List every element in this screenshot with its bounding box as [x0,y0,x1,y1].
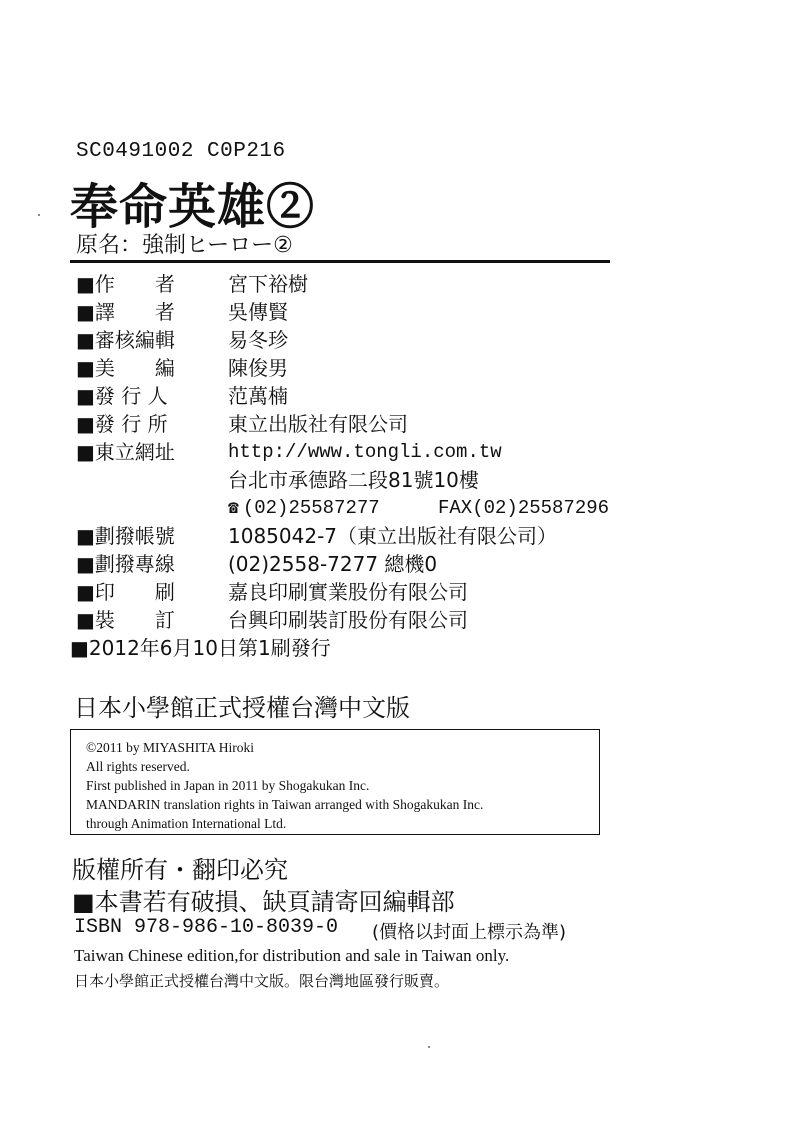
original-title: 原名：強制ヒーロー② [76,233,293,258]
credit-label: ■作 者 [76,272,175,296]
credit-label: ■裝 訂 [76,608,175,632]
credit-value: 吳傳賢 [228,300,288,324]
copyright-line: ©2011 by MIYASHITA Hiroki [86,740,255,755]
copyright-box [70,729,600,835]
copyright-line: MANDARIN translation rights in Taiwan arranged with Shogakukan Inc. [86,797,484,812]
credit-value: 台興印刷裝訂股份有限公司 [228,608,468,632]
phone-icon: ☎ [228,499,239,519]
license-title: 日本小學館正式授權台灣中文版 [74,694,410,722]
credit-label: ■審核編輯 [76,328,175,352]
credit-value: 東立出版社有限公司 [228,412,408,436]
credit-value: 范萬楠 [228,384,288,408]
print-date: ■2012年6月10日第1刷發行 [70,636,331,660]
damaged-copy-notice: ■本書若有破損、缺頁請寄回編輯部 [72,888,455,916]
product-code: SC0491002 C0P216 [76,140,286,163]
title-divider [70,260,610,263]
credit-value: 宮下裕樹 [228,272,308,296]
website-url[interactable]: http://www.tongli.com.tw [228,441,502,463]
price-note: (價格以封面上標示為準) [372,922,567,943]
phone-number-wrap [228,494,380,523]
credit-value: 易冬珍 [228,328,288,352]
address: 台北市承德路二段81號10樓 [228,468,479,492]
isbn: ISBN 978-986-10-8039-0 [74,916,339,939]
book-title: 奉命英雄② [70,179,316,235]
phone-number: (02)25587277 [242,497,380,519]
credit-value: (02)2558-7277 總機0 [228,552,438,576]
credit-label: ■東立網址 [76,440,175,464]
credit-value: 陳俊男 [228,356,288,380]
scan-speck [38,214,40,216]
credit-value: 嘉良印刷實業股份有限公司 [228,580,468,604]
credit-label: ■印 刷 [76,580,175,604]
fax-number: FAX(02)25587296 [438,497,610,519]
credit-value: 1085042-7（東立出版社有限公司） [228,524,558,548]
edition-note-english: Taiwan Chinese edition,for distribution and sale in Taiwan only. [74,946,510,965]
copyright-line: First published in Japan in 2011 by Shogakukan Inc. [86,778,370,793]
credit-label: ■發 行 所 [76,412,168,436]
credit-label: ■劃撥帳號 [76,524,175,548]
edition-note-chinese: 日本小學館正式授權台灣中文版。限台灣地區發行販賣。 [74,972,450,990]
scan-speck [428,1046,430,1048]
copyright-line: All rights reserved. [86,759,190,774]
rights-notice: 版權所有・翻印必究 [72,856,288,884]
copyright-line: through Animation International Ltd. [86,816,287,831]
credit-label: ■譯 者 [76,300,175,324]
credit-label: ■美 編 [76,356,175,380]
credit-label: ■劃撥專線 [76,552,175,576]
credit-label: ■發 行 人 [76,384,168,408]
